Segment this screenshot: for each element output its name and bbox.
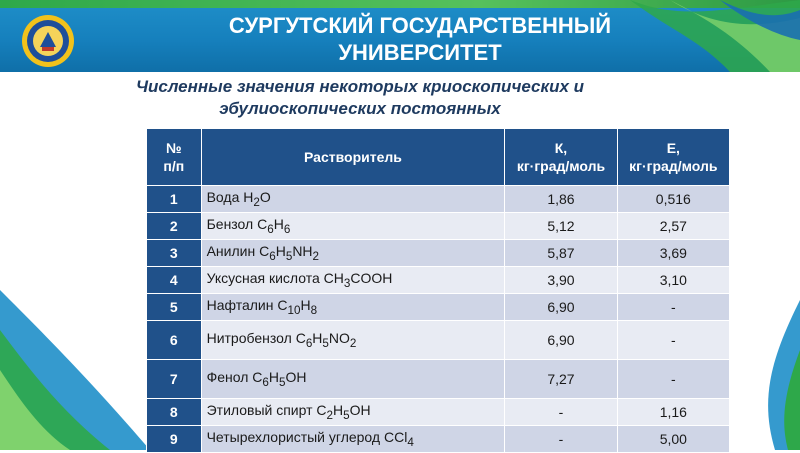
header-bar	[0, 0, 800, 72]
k-value: 7,27	[505, 360, 617, 399]
solvent-name: Вода	[206, 189, 244, 206]
k-value: 5,12	[505, 213, 617, 240]
solvent-cell	[201, 399, 505, 426]
solvent-name: Нафталин	[206, 297, 278, 314]
decorative-wave-right	[730, 300, 800, 450]
e-value: -	[617, 360, 729, 399]
row-number: 5	[147, 294, 202, 321]
table-header-row	[147, 129, 730, 186]
solvent-cell	[201, 321, 505, 360]
formula-subscript: 8	[310, 303, 318, 317]
header-solvent: Растворитель	[201, 129, 505, 186]
solvent-name: Четырехлористый углерод	[206, 429, 384, 446]
formula-subscript: 6	[262, 375, 269, 389]
row-number: 9	[147, 426, 202, 453]
title-line-2: УНИВЕРСИТЕТ	[338, 40, 502, 65]
solvent-cell	[201, 426, 505, 453]
solvent-name: Бензол	[206, 216, 258, 233]
solvent-cell	[201, 213, 505, 240]
solvent-name: Анилин	[206, 243, 260, 260]
solvent-cell	[201, 186, 505, 213]
k-value: -	[505, 399, 617, 426]
formula-symbol: NO	[328, 330, 350, 347]
formula-subscript: 10	[287, 303, 301, 317]
formula-subscript: 3	[343, 276, 351, 290]
k-value: 5,87	[505, 240, 617, 267]
table-row	[147, 360, 730, 399]
e-value: 0,516	[617, 186, 729, 213]
formula-symbol: H	[312, 330, 323, 347]
solvent-cell	[201, 294, 505, 321]
formula-subscript: 5	[279, 375, 286, 389]
table-row	[147, 186, 730, 213]
formula-symbol: OH	[349, 402, 371, 419]
subtitle-line-2: эбулиоскопических постоянных	[219, 99, 501, 118]
table-row	[147, 294, 730, 321]
k-value: 1,86	[505, 186, 617, 213]
formula-symbol: H	[273, 216, 284, 233]
e-value: 2,57	[617, 213, 729, 240]
header-e: Е, кг·град/моль	[617, 129, 729, 186]
formula-symbol: C	[277, 297, 288, 314]
formula-symbol: CCl	[383, 429, 408, 446]
table-row	[147, 399, 730, 426]
formula-symbol: C	[295, 330, 306, 347]
constants-table	[146, 128, 730, 453]
university-emblem-icon	[21, 14, 75, 68]
slide-subtitle	[60, 76, 660, 120]
formula-subscript: 5	[285, 249, 293, 263]
table-row	[147, 213, 730, 240]
header-number: № п/п	[147, 129, 202, 186]
solvent-cell	[201, 267, 505, 294]
formula-symbol: H	[300, 297, 311, 314]
row-number: 6	[147, 321, 202, 360]
formula-symbol: NH	[292, 243, 313, 260]
e-value: 3,69	[617, 240, 729, 267]
table-row	[147, 240, 730, 267]
formula-subscript: 5	[322, 336, 329, 350]
subtitle-line-1: Численные значения некоторых криоскопических и	[135, 77, 585, 96]
k-value: -	[505, 426, 617, 453]
e-value: -	[617, 294, 729, 321]
formula-subscript: 6	[267, 222, 274, 236]
solvent-name: Фенол	[206, 369, 253, 386]
k-value: 6,90	[505, 294, 617, 321]
solvent-name: Уксусная кислота	[206, 270, 324, 287]
formula-symbol: O	[259, 189, 271, 206]
formula-symbol: CH	[323, 270, 344, 287]
formula-subscript: 2	[349, 336, 357, 350]
formula-symbol: C	[252, 369, 263, 386]
e-value: 1,16	[617, 399, 729, 426]
table-row	[147, 321, 730, 360]
page-title	[120, 12, 720, 66]
formula-subscript: 2	[326, 408, 334, 422]
k-value: 6,90	[505, 321, 617, 360]
formula-subscript: 2	[312, 249, 320, 263]
title-line-1: СУРГУТСКИЙ ГОСУДАРСТВЕННЫЙ	[228, 13, 612, 38]
solvent-name: Нитробензол	[206, 330, 296, 347]
formula-symbol: C	[316, 402, 327, 419]
formula-subscript: 2	[253, 195, 260, 209]
e-value: 3,10	[617, 267, 729, 294]
formula-symbol: H	[275, 243, 286, 260]
decorative-wave-left	[0, 250, 150, 450]
formula-subscript: 6	[283, 222, 291, 236]
formula-symbol: H	[333, 402, 344, 419]
formula-symbol: COOH	[350, 270, 393, 287]
e-value: 5,00	[617, 426, 729, 453]
e-value: -	[617, 321, 729, 360]
row-number: 7	[147, 360, 202, 399]
formula-subscript: 4	[407, 435, 414, 449]
formula-symbol: C	[259, 243, 270, 260]
formula-subscript: 6	[305, 336, 313, 350]
solvent-name: Этиловый спирт	[206, 402, 317, 419]
row-number: 2	[147, 213, 202, 240]
formula-subscript: 6	[269, 249, 276, 263]
row-number: 4	[147, 267, 202, 294]
formula-symbol: OH	[285, 369, 307, 386]
header-k: К, кг·град/моль	[505, 129, 617, 186]
row-number: 3	[147, 240, 202, 267]
solvent-cell	[201, 240, 505, 267]
formula-symbol: C	[257, 216, 268, 233]
solvent-cell	[201, 360, 505, 399]
row-number: 1	[147, 186, 202, 213]
table-row	[147, 267, 730, 294]
formula-symbol: H	[243, 189, 254, 206]
k-value: 3,90	[505, 267, 617, 294]
table-row	[147, 426, 730, 453]
row-number: 8	[147, 399, 202, 426]
formula-subscript: 5	[343, 408, 350, 422]
formula-symbol: H	[268, 369, 280, 386]
